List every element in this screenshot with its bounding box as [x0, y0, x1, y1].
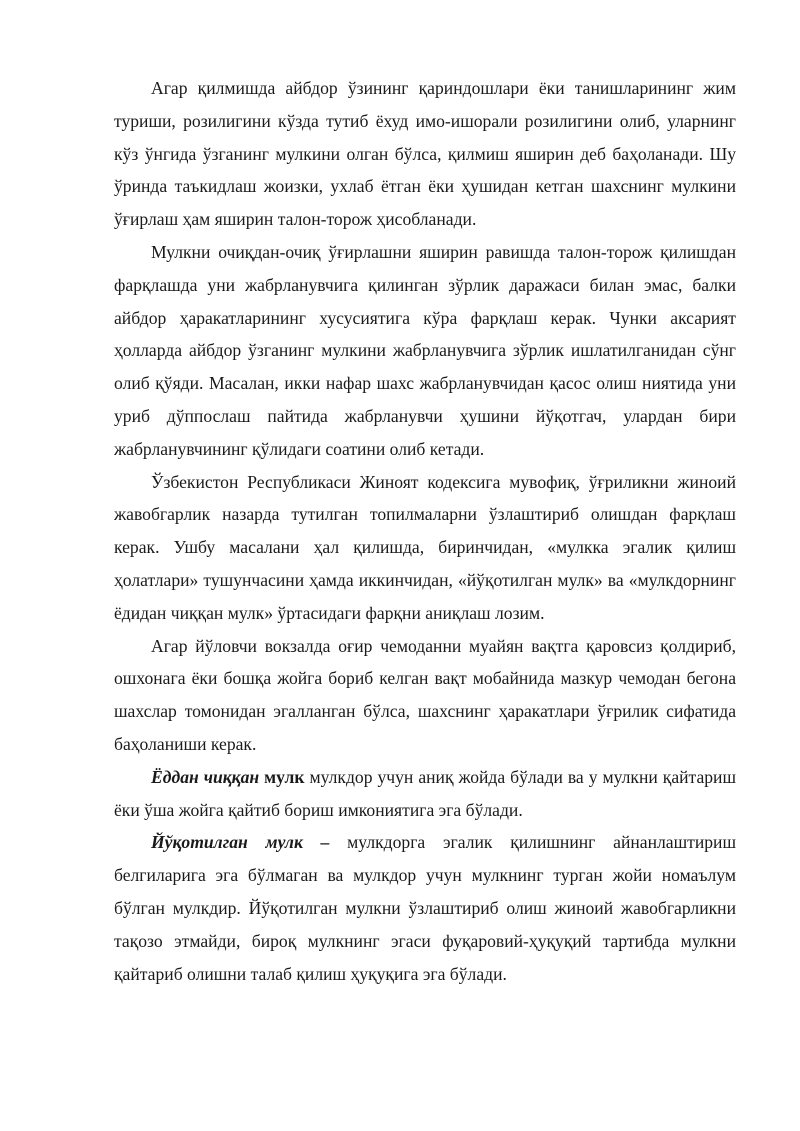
paragraph-suitcase-example — [114, 630, 736, 761]
paragraph-open-vs-covert-theft — [114, 236, 736, 466]
paragraph-covert-theft-witnesses — [114, 72, 736, 236]
paragraph-text: мулкдор учун аниқ жойда бўлади ва у мулкни қайтариш ёки ўша жойга қайтиб бориш имкониятига эга бўлади. — [114, 766, 737, 820]
paragraph-text: Мулкни очиқдан-очиқ ўғирлашни яширин равишда талон-торож қилишдан фарқлашда уни жабрланувчига қилинган зўрлик даражаси билан эмас, балки айбдор ҳаракатларининг хусусиятига кўра фарқлаш керак. Чунки аксарият ҳолларда айбдор ўзганинг мулкини жабрланувчига зўрлик ишлатилганидан сўнг олиб қўяди. Масалан, икки нафар шахс жабрланувчидан қасос олиш ниятида уни уриб дўппослаш пайтида жабрланувчи ҳушини йўқотгач, улардан бири жабрланувчининг қўлидаги соатини олиб кетади. — [114, 241, 736, 459]
paragraph-forgotten-property-definition — [114, 761, 736, 827]
term-property: мулк — [259, 766, 305, 787]
paragraph-text: мулкдорга эгалик қилишнинг айнанлаштириш белгиларига эга бўлмаган ва мулкдор учун мулкнинг турган жойи номаълум бўлган мулкдир. Йўқотилган мулкни ўзлаштириб олиш жиноий жавобгарликни тақозо этмайди, бироқ мулкнинг эгаси фуқаровий-ҳуқуқий тартибда мулкни қайтариб олишни талаб қилиш ҳуқуқига эга бўлади. — [114, 832, 737, 984]
paragraph-text: Агар йўловчи вокзалда оғир чемоданни муайян вақтга қаровсиз қолдириб, ошхонага ёки бошқа жойга бориб келган вақт мобайнида мазкур чемодан бегона шахслар томонидан эгалланган бўлса, шахснинг ҳаракатлари ўғрилик сифатида баҳоланиши керак. — [114, 635, 736, 754]
term-lost-property: Йўқотилган мулк – — [151, 832, 330, 853]
paragraph-text: Ўзбекистон Республикаси Жиноят кодексига мувофиқ, ўғриликни жиноий жавобгарлик назарда тутилган топилмаларни ўзлаштириб олишдан фарқлаш керак. Ушбу масалани ҳал қилишда, биринчидан, «мулкка эгалик қилиш ҳолатлари» тушунчасини ҳамда иккинчидан, «йўқотилган мулк» ва «мулкдорнинг ёдидан чиққан мулк» ўртасидаги фарқни аниқлаш лозим. — [114, 471, 736, 623]
document-page — [114, 72, 736, 990]
paragraph-lost-property-definition — [114, 826, 736, 990]
paragraph-found-property — [114, 466, 736, 630]
term-forgotten: Ёддан чиққан — [151, 766, 260, 787]
paragraph-text: Агар қилмишда айбдор ўзининг қариндошлари ёки танишларининг жим туриши, розилигини кўзда тутиб ёхуд имо-ишорали розилигини олиб, уларнинг кўз ўнгида ўзганинг мулкини олган бўлса, қилмиш яширин деб баҳоланади. Шу ўринда таъкидлаш жоизки, ухлаб ётган ёки ҳушидан кетган шахснинг мулкини ўғирлаш ҳам яширин талон-торож ҳисобланади. — [114, 78, 736, 230]
